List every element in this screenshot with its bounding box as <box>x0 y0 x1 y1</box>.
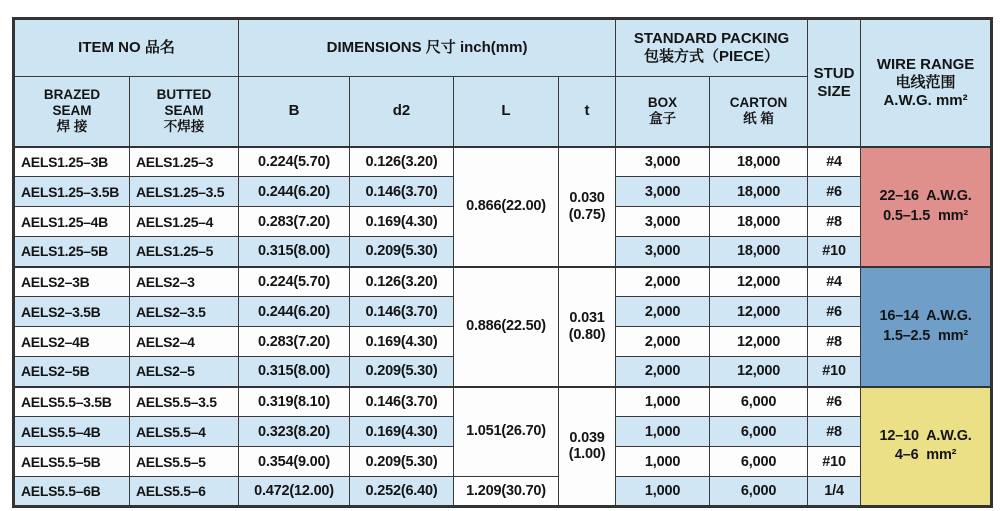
cell-dim-d2: 0.169(4.30) <box>350 327 454 357</box>
cell-dim-b: 0.323(8.20) <box>239 417 350 447</box>
cell-stud-size: #8 <box>808 207 861 237</box>
t-value-inch: 0.031 <box>569 309 605 326</box>
cell-carton-qty: 18,000 <box>710 177 808 207</box>
cell-stud-size: 1/4 <box>808 477 861 507</box>
cell-butted-seam: AELS2–3 <box>130 267 239 297</box>
stud-label-line1: STUD <box>813 64 855 82</box>
t-value-mm: (1.00) <box>568 446 606 463</box>
header-item-no: ITEM NO 品名 <box>14 19 239 77</box>
cell-dim-b: 0.283(7.20) <box>239 327 350 357</box>
cell-dim-d2: 0.126(3.20) <box>350 147 454 177</box>
cell-dim-d2: 0.209(5.30) <box>350 237 454 267</box>
t-value-inch: 0.039 <box>569 429 605 446</box>
cell-box-qty: 3,000 <box>616 237 710 267</box>
table-row <box>14 477 992 507</box>
cell-carton-qty: 18,000 <box>710 207 808 237</box>
subheader-t: t <box>559 77 616 147</box>
header-row-1 <box>14 19 992 77</box>
cell-dim-d2: 0.146(3.70) <box>350 387 454 417</box>
cell-stud-size: #4 <box>808 267 861 297</box>
cell-stud-size: #6 <box>808 297 861 327</box>
cell-box-qty: 2,000 <box>616 297 710 327</box>
wire-range-mm2: 1.5–2.5 mm² <box>883 327 968 344</box>
cell-box-qty: 1,000 <box>616 417 710 447</box>
cell-stud-size: #10 <box>808 237 861 267</box>
cell-dim-b: 0.283(7.20) <box>239 207 350 237</box>
cell-stud-size: #10 <box>808 447 861 477</box>
cell-box-qty: 1,000 <box>616 477 710 507</box>
cell-carton-qty: 12,000 <box>710 297 808 327</box>
subheader-carton <box>710 77 808 147</box>
wire-label-en: WIRE RANGE <box>876 55 975 73</box>
table-row <box>14 387 992 417</box>
subheader-box <box>616 77 710 147</box>
cell-dim-b: 0.244(6.20) <box>239 177 350 207</box>
wire-label-units: A.W.G. mm² <box>883 91 968 109</box>
cell-brazed-seam: AELS2–3.5B <box>14 297 130 327</box>
cell-carton-qty: 12,000 <box>710 267 808 297</box>
cell-box-qty: 3,000 <box>616 147 710 177</box>
cell-stud-size: #6 <box>808 177 861 207</box>
cell-dim-l: 1.051(26.70) <box>454 387 559 477</box>
subheader-d2: d2 <box>350 77 454 147</box>
cell-stud-size: #6 <box>808 387 861 417</box>
t-value-mm: (0.75) <box>568 206 606 223</box>
wire-range-awg: 22–16 A.W.G. <box>879 187 972 204</box>
cell-dim-b: 0.315(8.00) <box>239 357 350 387</box>
table-header <box>14 19 992 147</box>
box-label-cn: 盒子 <box>649 111 677 127</box>
cell-stud-size: #8 <box>808 327 861 357</box>
subheader-l: L <box>454 77 559 147</box>
cell-carton-qty: 12,000 <box>710 327 808 357</box>
cell-stud-size: #8 <box>808 417 861 447</box>
header-standard-packing <box>616 19 808 77</box>
butted-line3: 不焊接 <box>163 119 205 135</box>
brazed-line2: SEAM <box>52 103 92 119</box>
subheader-b: B <box>239 77 350 147</box>
wire-range-awg: 16–14 A.W.G. <box>879 307 972 324</box>
cell-stud-size: #10 <box>808 357 861 387</box>
wire-range-mm2: 4–6 mm² <box>894 447 957 464</box>
cell-brazed-seam: AELS1.25–3B <box>14 147 130 177</box>
cell-wire-range <box>861 387 992 507</box>
cell-box-qty: 1,000 <box>616 447 710 477</box>
header-stud-size <box>808 19 861 147</box>
cell-brazed-seam: AELS5.5–3.5B <box>14 387 130 417</box>
cell-dim-t <box>559 267 616 387</box>
cell-dim-b: 0.354(9.00) <box>239 447 350 477</box>
cell-butted-seam: AELS1.25–3.5 <box>130 177 239 207</box>
cell-dim-b: 0.224(5.70) <box>239 147 350 177</box>
subheader-brazed-seam <box>14 77 130 147</box>
cell-butted-seam: AELS1.25–5 <box>130 237 239 267</box>
cell-brazed-seam: AELS2–5B <box>14 357 130 387</box>
cell-brazed-seam: AELS5.5–4B <box>14 417 130 447</box>
cell-dim-t <box>559 147 616 267</box>
cell-wire-range <box>861 147 992 267</box>
cell-box-qty: 2,000 <box>616 327 710 357</box>
cell-dim-b: 0.244(6.20) <box>239 297 350 327</box>
cell-box-qty: 3,000 <box>616 177 710 207</box>
cell-butted-seam: AELS1.25–4 <box>130 207 239 237</box>
carton-label-en: CARTON <box>729 95 788 111</box>
cell-box-qty: 2,000 <box>616 357 710 387</box>
cell-carton-qty: 6,000 <box>710 447 808 477</box>
cell-brazed-seam: AELS2–3B <box>14 267 130 297</box>
cell-dim-d2: 0.169(4.30) <box>350 417 454 447</box>
brazed-line1: BRAZED <box>43 87 101 103</box>
group-aels5-5 <box>14 387 992 507</box>
cell-dim-d2: 0.126(3.20) <box>350 267 454 297</box>
cell-carton-qty: 18,000 <box>710 147 808 177</box>
cell-carton-qty: 6,000 <box>710 387 808 417</box>
header-dimensions: DIMENSIONS 尺寸 inch(mm) <box>239 19 616 77</box>
cell-butted-seam: AELS5.5–5 <box>130 447 239 477</box>
cell-dim-d2: 0.146(3.70) <box>350 177 454 207</box>
cell-butted-seam: AELS2–3.5 <box>130 297 239 327</box>
wire-label-cn: 电线范围 <box>895 73 956 91</box>
wire-range-mm2: 0.5–1.5 mm² <box>883 207 968 224</box>
stud-label-line2: SIZE <box>817 82 851 100</box>
cell-carton-qty: 12,000 <box>710 357 808 387</box>
product-spec-table <box>12 17 993 508</box>
cell-stud-size: #4 <box>808 147 861 177</box>
cell-dim-l: 1.209(30.70) <box>454 477 559 507</box>
wire-range-awg: 12–10 A.W.G. <box>879 427 972 444</box>
cell-box-qty: 1,000 <box>616 387 710 417</box>
butted-line1: BUTTED <box>156 87 212 103</box>
butted-line2: SEAM <box>164 103 204 119</box>
cell-dim-b: 0.224(5.70) <box>239 267 350 297</box>
cell-dim-l: 0.866(22.00) <box>454 147 559 267</box>
cell-brazed-seam: AELS5.5–6B <box>14 477 130 507</box>
cell-dim-d2: 0.146(3.70) <box>350 297 454 327</box>
cell-carton-qty: 6,000 <box>710 417 808 447</box>
table-row <box>14 147 992 177</box>
cell-butted-seam: AELS5.5–4 <box>130 417 239 447</box>
cell-carton-qty: 18,000 <box>710 237 808 267</box>
cell-box-qty: 2,000 <box>616 267 710 297</box>
cell-dim-l: 0.886(22.50) <box>454 267 559 387</box>
cell-wire-range <box>861 267 992 387</box>
t-value-inch: 0.030 <box>569 189 605 206</box>
cell-brazed-seam: AELS2–4B <box>14 327 130 357</box>
cell-brazed-seam: AELS5.5–5B <box>14 447 130 477</box>
t-value-mm: (0.80) <box>568 326 606 343</box>
cell-dim-d2: 0.252(6.40) <box>350 477 454 507</box>
cell-dim-d2: 0.209(5.30) <box>350 357 454 387</box>
cell-butted-seam: AELS5.5–3.5 <box>130 387 239 417</box>
cell-butted-seam: AELS1.25–3 <box>130 147 239 177</box>
cell-brazed-seam: AELS1.25–3.5B <box>14 177 130 207</box>
cell-dim-b: 0.319(8.10) <box>239 387 350 417</box>
box-label-en: BOX <box>647 95 678 111</box>
subheader-butted-seam <box>130 77 239 147</box>
cell-butted-seam: AELS2–4 <box>130 327 239 357</box>
cell-dim-d2: 0.209(5.30) <box>350 447 454 477</box>
cell-dim-b: 0.315(8.00) <box>239 237 350 267</box>
packing-label-cn: 包装方式（PIECE） <box>644 48 780 65</box>
group-aels2 <box>14 267 992 387</box>
carton-label-cn: 纸 箱 <box>743 111 774 127</box>
cell-dim-t <box>559 387 616 507</box>
cell-brazed-seam: AELS1.25–5B <box>14 237 130 267</box>
cell-butted-seam: AELS2–5 <box>130 357 239 387</box>
brazed-line3: 焊 接 <box>56 119 88 135</box>
cell-carton-qty: 6,000 <box>710 477 808 507</box>
cell-dim-b: 0.472(12.00) <box>239 477 350 507</box>
cell-dim-d2: 0.169(4.30) <box>350 207 454 237</box>
table-row <box>14 267 992 297</box>
cell-box-qty: 3,000 <box>616 207 710 237</box>
header-wire-range <box>861 19 992 147</box>
group-aels1-25 <box>14 147 992 267</box>
packing-label-en: STANDARD PACKING <box>633 30 790 47</box>
cell-butted-seam: AELS5.5–6 <box>130 477 239 507</box>
cell-brazed-seam: AELS1.25–4B <box>14 207 130 237</box>
